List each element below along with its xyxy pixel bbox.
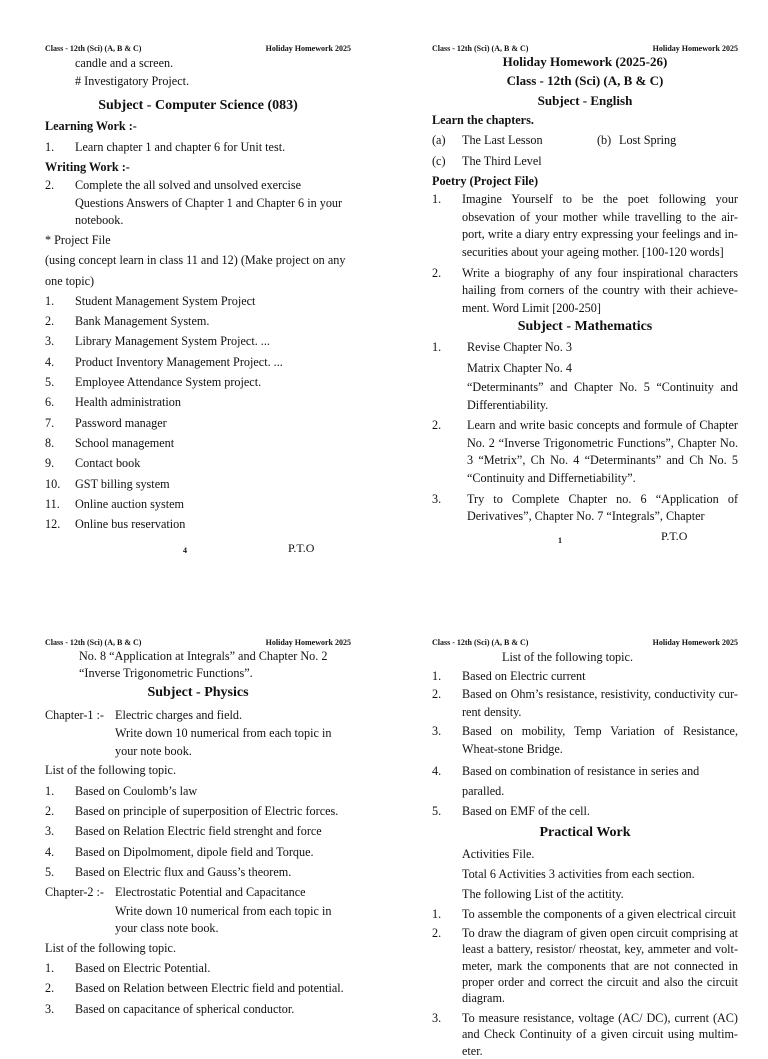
list-item: 1. Based on Electric current: [432, 669, 586, 683]
list-item: 1. To assemble the components of a given electrical circuit: [432, 907, 736, 922]
page-subtitle: Class - 12th (Sci) (A, B & C): [506, 73, 664, 88]
list-item: 2. To draw the diagram of given open circuit comprising at least a battery, resistor/ rheostat, key, ammeter and volt-meter, mark the components that are not connected in proper order and correct the circuit and also the circuit diagram.: [432, 925, 738, 1006]
list-item: 2. Learn and write basic concepts and formule of Chapter No. 2 “Inverse Trigonometric Functions”, Chapter No. 3 “Metrix”, Ch No. 4 “Determinants” and Ch No. 5 “Continuity and Differnetiability”.: [432, 418, 738, 485]
list-item: 6. Health administration: [45, 395, 181, 410]
page-1: [432, 43, 738, 545]
page-header: [432, 637, 738, 648]
page-header: [45, 43, 351, 54]
list-item: 3. Based on Relation Electric field strenght and force: [45, 824, 322, 839]
text-line: “Inverse Trigonometric Functions”.: [79, 665, 253, 680]
list-item: 3. To measure resistance, voltage (AC/ DC), current (AC) and Check Continuity of a given circuit using multim-eter.: [432, 1010, 738, 1058]
list-heading: List of the following topic.: [45, 940, 176, 955]
header-title: Holiday Homework 2025: [265, 638, 351, 647]
chapter-heading: Chapter-2 :- Electrostatic Potential and Capacitance: [45, 885, 306, 900]
list-item: 3. Try to Complete Chapter no. 6 “Application of Derivatives”, Chapter No. 7 “Integrals”, Chapter: [432, 491, 738, 524]
page-physics: [45, 637, 351, 1019]
subject-heading: Subject - Computer Science (083): [98, 98, 298, 113]
chapter-row: (a) The Last Lesson (b) Lost Spring: [432, 133, 677, 148]
chapter-row: (c) The Third Level: [432, 153, 542, 168]
page-number: 4: [183, 546, 187, 556]
project-note: (using concept learn in class 11 and 12) (Make project on any one topic): [45, 253, 346, 288]
list-item: 4. Based on combination of resistance in series and paralled.: [432, 763, 700, 798]
math-subject-heading: Subject - Mathematics: [517, 319, 653, 335]
project-list: [45, 291, 351, 535]
page-header: [45, 637, 351, 648]
list-item: 3. Based on capacitance of spherical conductor.: [45, 1001, 295, 1016]
list-item: 12. Online bus reservation: [45, 517, 186, 532]
list-item: 1. Based on Coulomb’s law: [45, 783, 198, 798]
text-line: Total 6 Activities 3 activities from each section.: [462, 866, 695, 881]
list-item: 1. Based on Electric Potential.: [45, 961, 211, 976]
header-title: Holiday Homework 2025: [652, 638, 738, 647]
page-footer: [432, 526, 738, 545]
list-item: 10. GST billing system: [45, 476, 170, 491]
list-item: 1. Revise Chapter No. 3 Matrix Chapter No. 4 “Determinants” and Chapter No. 5 “Continuity and Differentiability.: [432, 340, 738, 412]
list-item: 11. Online auction system: [45, 496, 184, 511]
header-title: Holiday Homework 2025: [652, 44, 738, 53]
page-4: [45, 43, 351, 554]
header-title: Holiday Homework 2025: [265, 44, 351, 53]
header-class: Class - 12th (Sci) (A, B & C): [432, 44, 529, 53]
list-item: 2. Based on Ohm’s resistance, resistivity, conductivity cur-rent density.: [432, 687, 738, 719]
list-item: 4. Based on Dipolmoment, dipole field and Torque.: [45, 844, 314, 859]
list-item: 7. Password manager: [45, 415, 167, 430]
poetry-heading: Poetry (Project File): [432, 173, 539, 188]
text-line: Activities File.: [462, 846, 535, 861]
list-item: 5. Employee Attendance System project.: [45, 375, 262, 390]
page-number: 1: [558, 535, 562, 545]
list-heading: List of the following topic.: [45, 763, 176, 778]
list-item: 1. Imagine Yourself to be the poet following your obsevation of your mother while travelling to the air-port, write a diary entry expressing your feelings and in-securities about your ageing mother. [100-120 words]: [432, 192, 738, 259]
page-header: [432, 43, 738, 54]
list-heading: List of the following topic.: [502, 650, 633, 664]
chapter-heading: Chapter-1 :- Electric charges and field.: [45, 708, 243, 722]
list-item: 4. Product Inventory Management Project. ...: [45, 354, 283, 369]
text-line: candle and a screen.: [75, 56, 174, 70]
list-item: 5. Based on Electric flux and Gauss’s theorem.: [45, 864, 292, 879]
list-item: 2. Bank Management System.: [45, 314, 210, 329]
page-footer: [45, 538, 351, 554]
text-line: The following List of the actitity.: [462, 887, 624, 902]
pto-label: P.T.O: [661, 528, 688, 543]
header-class: Class - 12th (Sci) (A, B & C): [45, 638, 142, 647]
list-item: 5. Based on EMF of the cell.: [432, 804, 590, 819]
continued-text: [45, 54, 351, 90]
list-item: 8. School management: [45, 435, 175, 450]
list-item: 2. Based on Relation between Electric field and potential.: [45, 981, 344, 996]
learn-chapters-heading: Learn the chapters.: [432, 113, 534, 127]
header-class: Class - 12th (Sci) (A, B & C): [45, 44, 142, 53]
practical-heading: Practical Work: [539, 824, 631, 840]
list-item: 2. Complete the all solved and unsolved exercise Questions Answers of Chapter 1 and Chapter 6 in your notebook.: [45, 178, 343, 228]
list-item: 2. Based on principle of superposition of Electric forces.: [45, 804, 339, 819]
text-line: No. 8 “Application at Integrals” and Chapter No. 2: [79, 649, 328, 663]
continued-text: [45, 648, 351, 681]
subject-heading: Subject - Physics: [147, 685, 249, 700]
writing-work-heading: Writing Work :-: [45, 159, 130, 174]
list-item: 1. Student Management System Project: [45, 293, 256, 308]
page-title: Holiday Homework (2025-26): [502, 54, 668, 69]
activities-block: [432, 844, 738, 905]
chapter-note: Write down 10 numerical from each topic in your class note book.: [115, 903, 332, 936]
list-item: 3. Based on mobility, Temp Variation of Resistance, Wheat-stone Bridge.: [432, 724, 738, 757]
list-item: 2. Write a biography of any four inspirational characters hailing from corners of the country with their achieve-ment. Word Limit [200-250]: [432, 265, 738, 315]
list-item: 9. Contact book: [45, 456, 141, 471]
list-item: 1. Learn chapter 1 and chapter 6 for Unit test.: [45, 139, 286, 154]
subject-heading: Subject - English: [537, 93, 633, 108]
list-item: 3. Library Management System Project. ...: [45, 334, 270, 349]
learning-work-heading: Learning Work :-: [45, 119, 137, 134]
project-file-heading: * Project File: [45, 232, 111, 247]
chapter-note: Write down 10 numerical from each topic in your note book.: [115, 726, 332, 758]
header-class: Class - 12th (Sci) (A, B & C): [432, 638, 529, 647]
pto-label: P.T.O: [288, 541, 315, 556]
page-practical: [432, 637, 738, 1059]
text-line: # Investigatory Project.: [75, 74, 190, 88]
